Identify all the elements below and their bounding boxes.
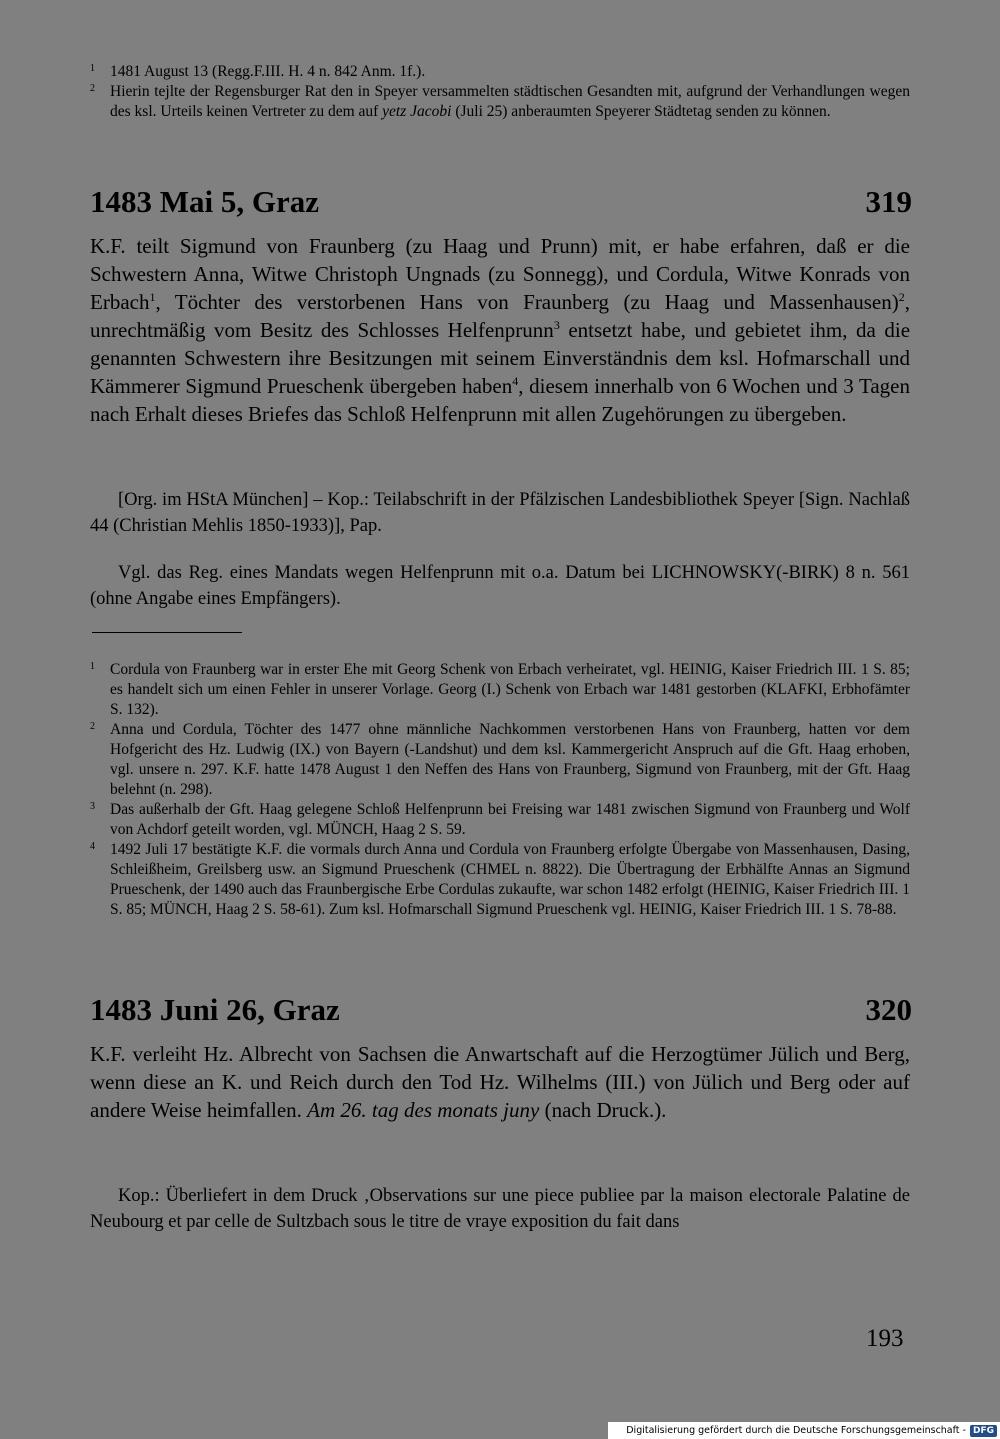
footnote-mark: 4 <box>90 841 95 852</box>
footnote <box>90 82 910 122</box>
comparison-note-319: Vgl. das Reg. eines Mandats wegen Helfenprunn mit o.a. Datum bei LICHNOWSKY(-BIRK) 8 n. 561 (ohne Angabe eines Empfängers). <box>90 563 910 609</box>
body-text: (nach Druck.). <box>539 1098 667 1122</box>
footnote-text: Anna und Cordula, Töchter des 1477 ohne männliche Nachkommen verstorbenen Hans von Fraunberg, hatten vor dem Hofgericht des Hz. Ludwig (IX.) von Bayern (-Landshut) und dem ksl. Kammergericht Anspruch auf die Gft. Haag erhoben, vgl. unsere n. 297. K.F. hatte 1478 August 1 den Neffen des Hans von Fraunberg, Sigmund von Fraunberg, mit der Gft. Haag belehnt (n. 298). <box>110 721 910 798</box>
top-footnotes <box>90 62 910 122</box>
footnote-ref: 3 <box>553 318 560 332</box>
page-number: 193 <box>866 1325 904 1352</box>
footnote-text: 1492 Juli 17 bestätigte K.F. die vormals durch Anna und Cordula von Fraunberg erfolgte Übergabe von Massenhausen, Dasing, Schleißheim, Greilsberg usw. an Sigmund Prueschenk (CHMEL n. 8822). Die Übertragung der Erbhälfte Annas an Sigmund Prueschenk, der 1490 auch das Fraunbergische Erbe Cordulas zukaufte, war schon 1482 erfolgt (HEINIG, Kaiser Friedrich III. 1 S. 85; MÜNCH, Haag 2 S. 58-61). Zum ksl. Hofmarschall Sigmund Prueschenk vgl. HEINIG, Kaiser Friedrich III. 1 S. 78-88. <box>110 841 910 918</box>
entry-heading-320 <box>90 992 912 1028</box>
funding-credit: Digitalisierung gefördert durch die Deutsche Forschungsgemeinschaft - <box>626 1425 966 1436</box>
footnote-text: Cordula von Fraunberg war in erster Ehe mit Georg Schenk von Erbach verheiratet, vgl. HEINIG, Kaiser Friedrich III. 1 S. 85; es handelt sich um einen Fehler in unserer Vorlage. Georg (I.) Schenk von Erbach war 1481 gestorben (KLAFKI, Erbhofämter S. 132). <box>110 661 910 718</box>
footnote <box>90 720 910 800</box>
body-text: , unrechtmäßig vom Besitz des Schlosses Helfenprunn <box>90 290 910 342</box>
source-note-319: [Org. im HStA München] – Kop.: Teilabschrift in der Pfälzischen Landesbibliothek Speyer [Sign. Nachlaß 44 (Christian Mehlis 1850-1933)], Pap. <box>90 490 910 536</box>
dfg-logo-icon: DFG <box>970 1425 997 1437</box>
entry-number: 320 <box>865 992 912 1027</box>
body-italic-text: Am 26. tag des monats juny <box>307 1098 540 1122</box>
entry-body-320 <box>90 1040 910 1124</box>
footnote <box>90 62 910 82</box>
footnote-divider <box>92 632 242 633</box>
footnote-mark: 3 <box>90 801 95 812</box>
footnote-mark: 1 <box>90 63 95 74</box>
footnote <box>90 800 910 840</box>
entry-heading-319 <box>90 184 912 220</box>
funding-footer <box>608 1422 1000 1439</box>
entry-body-319 <box>90 232 910 428</box>
body-text: K.F. teilt Sigmund von Fraunberg (zu Haag und Prunn) mit, er habe erfahren, daß er die Schwestern Anna, Witwe Christoph Ungnads (zu Sonnegg), und Cordula, Witwe Konrads von Erbach <box>90 234 910 314</box>
footnote-ref: 2 <box>898 290 905 304</box>
entry-footnotes-319 <box>90 660 910 920</box>
entry-date: 1483 Mai 5, Graz <box>90 184 320 219</box>
footnote-mark: 2 <box>90 83 95 94</box>
footnote-ref: 1 <box>149 290 156 304</box>
body-text: , Töchter des verstorbenen Hans von Fraunberg (zu Haag und Massenhausen) <box>155 290 899 314</box>
footnote-text: 1481 August 13 (Regg.F.III. H. 4 n. 842 Anm. 1f.). <box>110 63 426 80</box>
body-text: entsetzt habe, und gebietet ihm, da die genannten Schwestern ihre Besitzungen mit seinem Einverständnis dem ksl. Hofmarschall und Kämmerer Sigmund Prueschenk übergeben haben <box>90 318 911 398</box>
footnote-text: (Juli 25) anberaumten Speyerer Städtetag senden zu können. <box>451 103 831 120</box>
footnote <box>90 660 910 720</box>
entry-number: 319 <box>865 184 912 219</box>
body-text: K.F. verleiht Hz. Albrecht von Sachsen die Anwartschaft auf die Herzogtümer Jülich und Berg, wenn diese an K. und Reich durch den Tod Hz. Wilhelms (III.) von Jülich und Berg oder auf andere Weise heimfallen. <box>90 1042 910 1122</box>
footnote <box>90 840 910 920</box>
source-note-320: Kop.: Überliefert in dem Druck ‚Observations sur une piece publiee par la maison electorale Palatine de Neubourg et par celle de Sultzbach sous le titre de vraye exposition du fait dans <box>90 1186 910 1232</box>
body-text: , diesem innerhalb von 6 Wochen und 3 Tagen nach Erhalt dieses Briefes das Schloß Helfenprunn mit allen Zugehörungen zu übergeben. <box>90 374 910 426</box>
entry-date: 1483 Juni 26, Graz <box>90 992 340 1027</box>
footnote-italic-text: yetz Jacobi <box>382 103 452 120</box>
footnote-ref: 4 <box>512 374 519 388</box>
footnote-mark: 1 <box>90 661 95 672</box>
footnote-mark: 2 <box>90 721 95 732</box>
footnote-text: Hierin tejlte der Regensburger Rat den in Speyer versammelten städtischen Gesandten mit, aufgrund der Verhandlungen wegen des ksl. Urteils keinen Vertreter zu dem auf <box>110 83 910 120</box>
footnote-text: Das außerhalb der Gft. Haag gelegene Schloß Helfenprunn bei Freising war 1481 zwischen Sigmund von Fraunberg und Wolf von Achdorf geteilt worden, vgl. MÜNCH, Haag 2 S. 59. <box>110 801 910 838</box>
